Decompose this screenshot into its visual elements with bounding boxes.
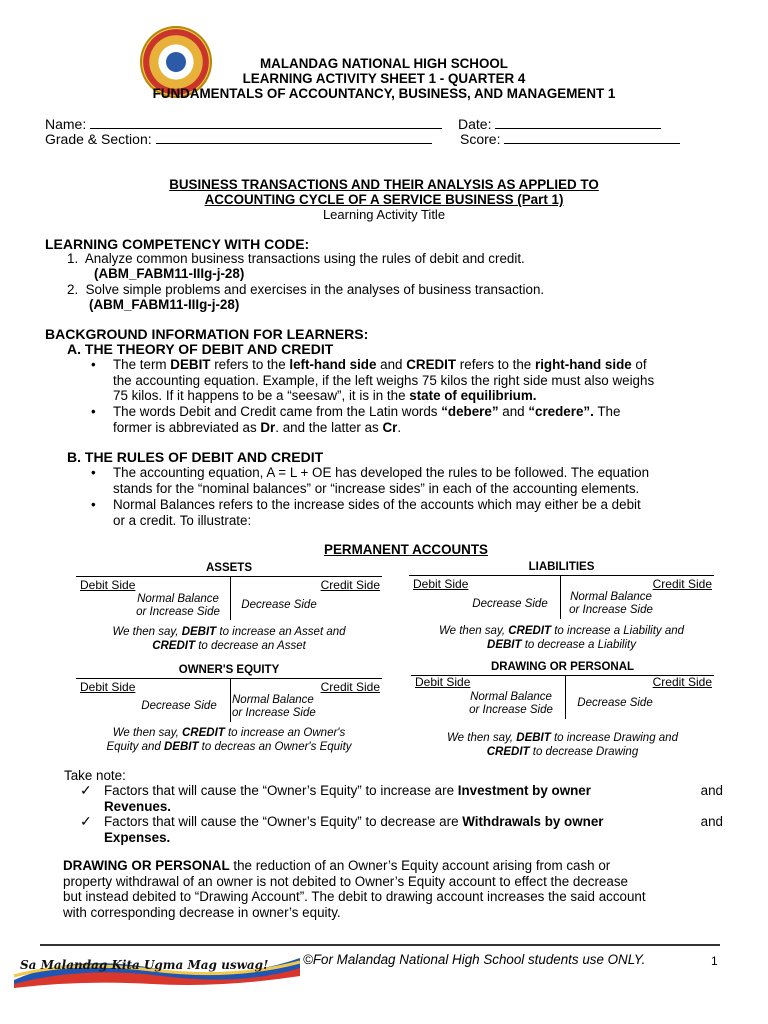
text: DEBIT [170, 357, 211, 372]
text: state of equilibrium. [409, 388, 537, 404]
grade-section-line[interactable] [156, 131, 432, 144]
subject-title: FUNDAMENTALS OF ACCOUNTANCY, BUSINESS, AND MANAGEMENT 1 [152, 86, 616, 101]
footer-notice: ©For Malandag National High School students use ONLY. [303, 952, 646, 967]
text: DEBIT [516, 732, 551, 744]
credit-side-label: Credit Side [652, 675, 712, 689]
text: Equity and [106, 741, 164, 753]
text: DEBIT [487, 639, 522, 651]
text: CREDIT [486, 746, 530, 758]
text: or Increase Side [232, 707, 316, 719]
competency-code: (ABM_FABM11-IIIg-j-28) [94, 266, 245, 281]
text: to increase an Asset and [216, 626, 346, 638]
sheet-title: LEARNING ACTIVITY SHEET 1 - QUARTER 4 [242, 71, 526, 86]
credit-side-label: Credit Side [652, 577, 712, 591]
score-label: Score: [460, 131, 501, 147]
item-number: 2. [67, 282, 79, 297]
score-line[interactable] [504, 131, 680, 144]
section-b-bullet-1: • The accounting equation, A = L + OE has developed the rules to be followed. The equation stands for the “nominal balances” or “increase sides” in each of the accounting elements. [91, 465, 723, 496]
text: . [397, 419, 402, 435]
section-a-bullet-1: • The term DEBIT refers to the left-hand side and CREDIT refers to the right-hand side of the accounting equation. Example, if the left weighs 75 kilos the right side must also weighs 75 kilos. If it happens to be a “seesaw”, it is in the state of equilibrium. [91, 357, 723, 404]
text: We then say, [438, 625, 509, 637]
activity-title-line2: ACCOUNTING CYCLE OF A SERVICE BUSINESS (Part 1) [204, 192, 564, 207]
take-note-item [80, 783, 723, 814]
take-note-item [80, 814, 723, 845]
t-account-title: OWNER'S EQUITY [178, 664, 280, 676]
text-line: stands for the “nominal balances” or “increase sides” in each of the accounting elements. [113, 480, 640, 496]
item-text: Solve simple problems and exercises in the analyses of business transaction. [85, 282, 545, 297]
text: left-hand side [289, 357, 377, 372]
text: to increase Drawing and [550, 732, 678, 744]
section-b-title: B. THE RULES OF DEBIT AND CREDIT [67, 449, 324, 465]
assets-t-account [76, 562, 382, 652]
name-field[interactable] [45, 116, 442, 132]
text: Normal Balance [570, 591, 652, 603]
text: Withdrawals by owner [462, 814, 604, 829]
competency-item [67, 282, 544, 297]
decrease-side-label: Decrease Side [141, 700, 217, 712]
normal-balance-label [563, 591, 659, 617]
text: CREDIT [181, 727, 225, 739]
text: or Increase Side [469, 704, 553, 716]
competency-code: (ABM_FABM11-IIIg-j-28) [89, 297, 240, 312]
date-field[interactable] [458, 116, 661, 132]
liabilities-t-account [409, 561, 714, 651]
section-a-bullet-2: • The words Debit and Credit came from the Latin words “debere” and “credere”. The former is abbreviated as Dr. and the latter as Cr. [91, 404, 621, 435]
text: or Increase Side [136, 606, 220, 618]
t-account-title: ASSETS [205, 562, 252, 574]
text-line: but instead debited to “Drawing Account”. The debit to drawing account increases the said account [63, 889, 646, 905]
text-line: the accounting equation. Example, if the left weighs 75 kilos the right side must also weighs [113, 372, 655, 388]
text-line: The accounting equation, A = L + OE has developed the rules to be followed. The equation [113, 465, 650, 480]
text: Revenues. [104, 798, 171, 814]
text: DEBIT [163, 741, 199, 753]
text: Expenses. [104, 829, 171, 845]
assets-rule [76, 625, 382, 653]
debit-side-label: Debit Side [80, 578, 136, 592]
take-note-label: Take note: [64, 768, 126, 783]
text: “debere” [441, 404, 499, 419]
checkmark-icon: ✓ [80, 782, 92, 798]
text: and [376, 357, 407, 372]
text: “credere”. [528, 404, 594, 419]
text: and [498, 404, 529, 419]
section-b-bullet-2: • Normal Balances refers to the increase sides of the accounts which may either be a debit or a credit. To illustrate: [91, 497, 723, 528]
text: to increase a Liability and [551, 625, 685, 637]
score-field[interactable] [460, 131, 680, 147]
competency-item [67, 251, 525, 266]
activity-title-line1: BUSINESS TRANSACTIONS AND THEIR ANALYSIS AS APPLIED TO [169, 177, 599, 192]
text-line: with corresponding decrease in owner’s equity. [63, 904, 341, 920]
checkmark-icon: ✓ [80, 813, 92, 829]
text: The words Debit and Credit came from the Latin words [113, 404, 442, 419]
text: Investment by owner [457, 783, 591, 798]
page-number: 1 [711, 954, 718, 968]
text: to decrease an Asset [195, 640, 306, 652]
name-line[interactable] [90, 116, 442, 129]
date-line[interactable] [495, 116, 661, 129]
text: and [700, 814, 723, 829]
credit-side-label: Credit Side [320, 680, 380, 694]
competency-heading: LEARNING COMPETENCY WITH CODE: [45, 236, 310, 252]
text: of [631, 357, 647, 372]
owners-equity-rule [76, 726, 382, 754]
text: Factors that will cause the “Owner’s Equity” to decrease are [104, 814, 463, 829]
text-line: or a credit. To illustrate: [113, 512, 252, 528]
t-account-title: LIABILITIES [528, 561, 595, 573]
t-account-title: DRAWING OR PERSONAL [490, 661, 635, 673]
activity-title-caption: Learning Activity Title [322, 207, 446, 222]
footer-banner-text: Sa Malandag Kita Ugma Mag uswag! [20, 958, 269, 972]
normal-balance-label [232, 694, 328, 720]
text: and [700, 783, 723, 798]
liabilities-rule [409, 624, 714, 652]
drawing-t-account [411, 661, 714, 758]
normal-balance-label [126, 593, 230, 619]
text: We then say, [112, 727, 182, 739]
debit-side-label: Debit Side [415, 675, 471, 689]
school-name: MALANDAG NATIONAL HIGH SCHOOL [260, 56, 508, 71]
text-line: Normal Balances refers to the increase sides of the accounts which may either be a debit [113, 497, 641, 512]
drawing-definition-paragraph [63, 858, 723, 920]
decrease-side-label: Decrease Side [472, 598, 548, 610]
decrease-side-label: Decrease Side [241, 599, 317, 611]
item-text: Analyze common business transactions using the rules of debit and credit. [84, 251, 525, 266]
text: 75 kilos. If it happens to be a “seesaw”, it is in the [113, 388, 410, 404]
normal-balance-label [459, 691, 563, 717]
name-label: Name: [45, 116, 87, 132]
text: the reduction of an Owner’s Equity account arising from cash or [229, 858, 611, 873]
text: Factors that will cause the “Owner’s Equity” to increase are [104, 783, 458, 798]
background-heading: BACKGROUND INFORMATION FOR LEARNERS: [45, 326, 369, 342]
text: Dr [260, 419, 276, 435]
date-label: Date: [458, 116, 492, 132]
grade-section-field[interactable] [45, 131, 432, 147]
text: DRAWING OR PERSONAL [63, 858, 230, 873]
text: or Increase Side [569, 604, 653, 616]
text: Cr [382, 419, 398, 435]
debit-side-label: Debit Side [80, 680, 136, 694]
drawing-rule [411, 731, 714, 759]
text-line: property withdrawal of an owner is not debited to Owner’s Equity account to effect the decrease [63, 873, 628, 889]
text: The [593, 404, 621, 419]
text: CREDIT [508, 625, 552, 637]
text: right-hand side [534, 357, 632, 372]
text: refers to the [210, 357, 290, 372]
section-a-title: A. THE THEORY OF DEBIT AND CREDIT [67, 341, 334, 357]
text: Normal Balance [137, 593, 219, 605]
footer-divider [40, 944, 720, 946]
permanent-accounts-title: PERMANENT ACCOUNTS [324, 542, 488, 557]
credit-side-label: Credit Side [320, 578, 380, 592]
text: former is abbreviated as [113, 419, 261, 435]
owners-equity-t-account [76, 664, 382, 754]
text: to decrease Drawing [529, 746, 639, 758]
item-number: 1. [67, 251, 79, 266]
text: . and the latter as [275, 419, 383, 435]
text: to increase an Owner's [224, 727, 346, 739]
text: Normal Balance [232, 694, 314, 706]
text: refers to the [456, 357, 535, 372]
text: to decrease a Liability [521, 639, 636, 651]
text: The term [113, 357, 171, 372]
grade-section-label: Grade & Section: [45, 131, 152, 147]
text: DEBIT [181, 626, 217, 638]
decrease-side-label: Decrease Side [577, 697, 653, 709]
text: to decreas an Owner's Equity [198, 741, 352, 753]
text: Normal Balance [470, 691, 552, 703]
text: CREDIT [152, 640, 195, 652]
footer-banner-logo [12, 950, 302, 988]
text: We then say, [112, 626, 182, 638]
text: We then say, [447, 732, 517, 744]
debit-side-label: Debit Side [413, 577, 469, 591]
text: CREDIT [406, 357, 457, 372]
